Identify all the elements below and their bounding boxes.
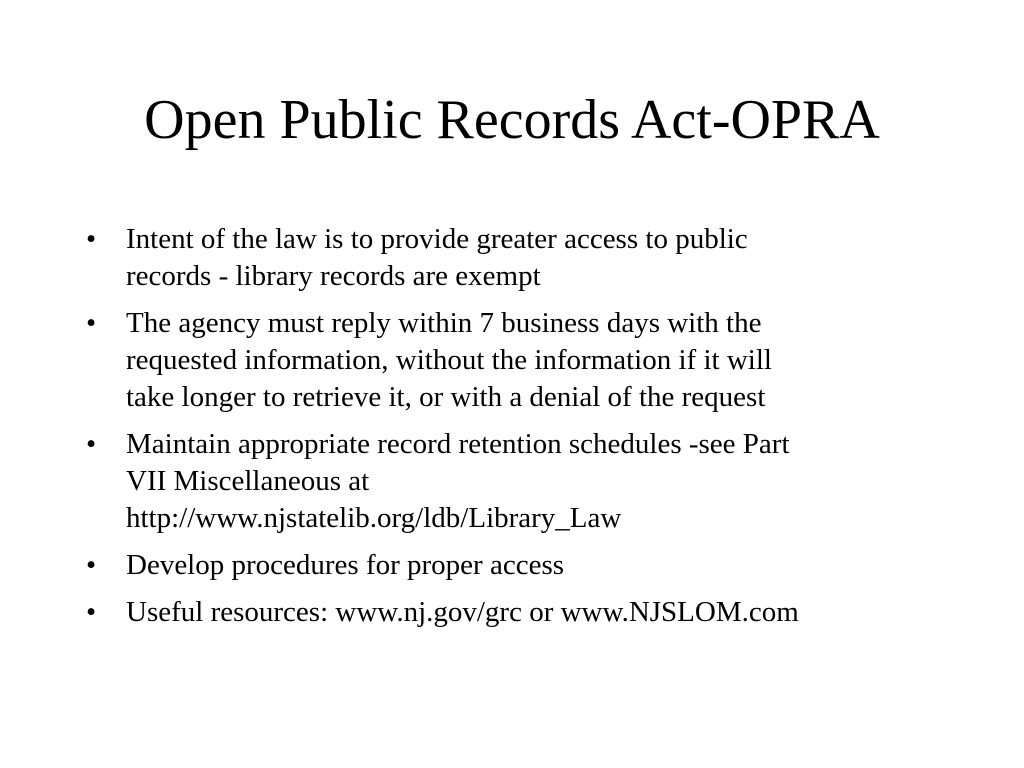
bullet-text-line: The agency must reply within 7 business days with the [126, 307, 762, 339]
bullet-text-line: Useful resources: www.nj.gov/grc or www.NJSLOM.com [126, 596, 799, 628]
bullet-icon: • [86, 428, 97, 460]
bullet-item-intent [86, 221, 946, 295]
bullet-item-retention [86, 426, 946, 537]
bullet-item-resources [86, 594, 946, 631]
bullet-icon: • [86, 307, 97, 339]
bullet-text-line: take longer to retrieve it, or with a denial of the request [126, 381, 766, 413]
bullet-icon: • [86, 596, 97, 628]
bullet-text-line: Develop procedures for proper access [126, 549, 565, 581]
bullet-text-line: http://www.njstatelib.org/ldb/Library_Law [126, 502, 622, 534]
bullet-text-line: Maintain appropriate record retention schedules -see Part [126, 428, 790, 460]
bullet-icon: • [86, 223, 97, 255]
bullet-text-line: Intent of the law is to provide greater access to public [126, 223, 748, 255]
slide-title: Open Public Records Act-OPRA [144, 89, 880, 151]
bullet-text-line: requested information, without the information if it will [126, 344, 772, 376]
bullet-text-line: VII Miscellaneous at [126, 465, 370, 497]
bullet-item-agency-reply [86, 305, 946, 416]
bullet-list [86, 221, 946, 641]
bullet-text-line: records - library records are exempt [126, 260, 541, 292]
bullet-icon: • [86, 549, 97, 581]
bullet-item-procedures [86, 547, 946, 584]
